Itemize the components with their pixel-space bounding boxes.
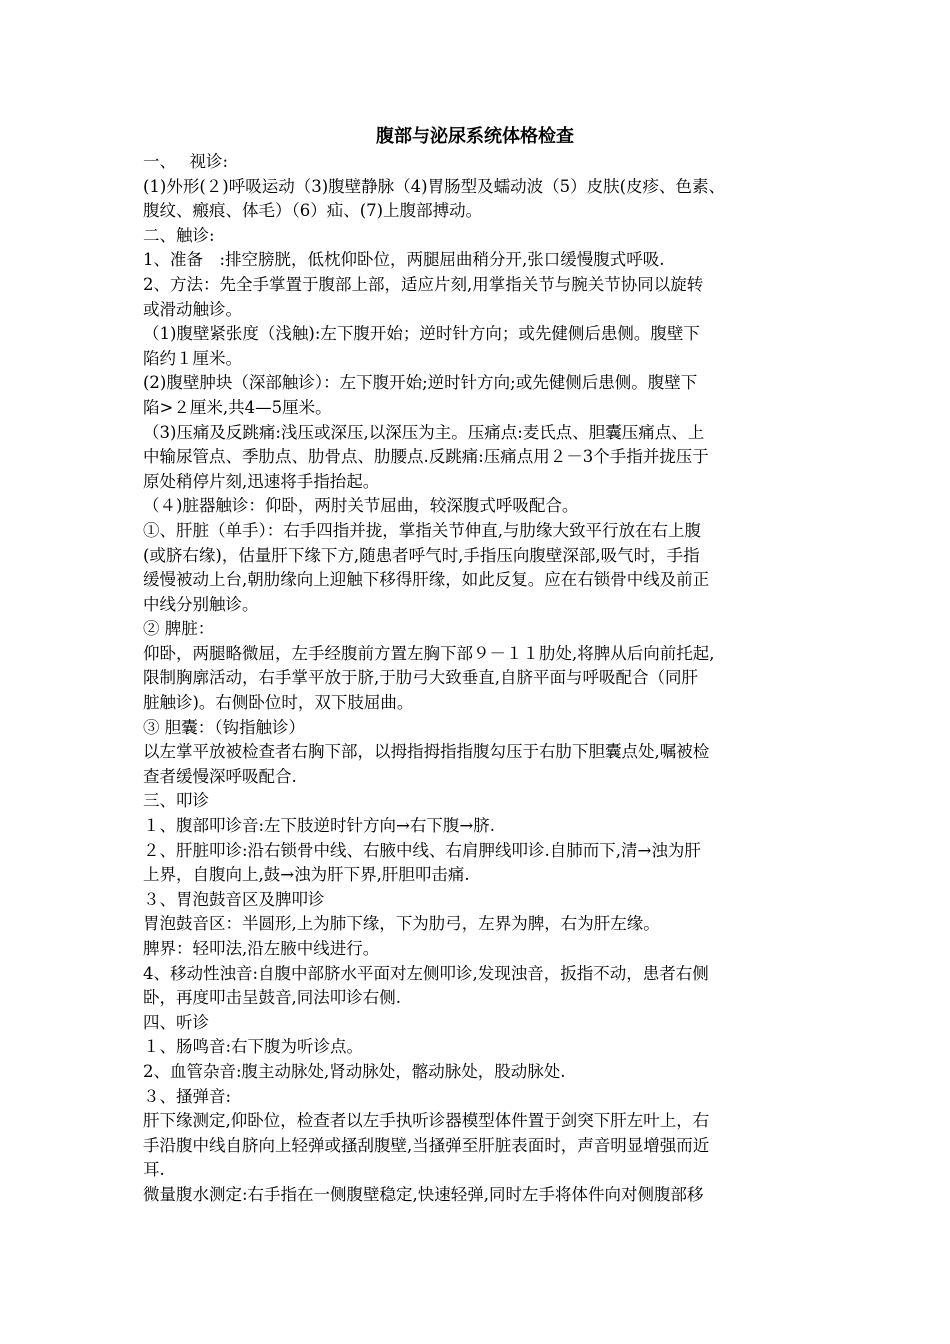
text-line: （４)脏器触诊：仰卧，两肘关节屈曲，较深腹式呼吸配合。 [143, 496, 579, 516]
text-line: 陷>２厘米,共4—5厘米。 [143, 397, 332, 417]
text-line: 中线分别触诊。 [143, 594, 259, 614]
text-line: 脏触诊)。右侧卧位时，双下肢屈曲。 [143, 693, 414, 713]
document-body [143, 150, 811, 1208]
text-line: 四、听诊 [143, 1012, 209, 1032]
text-line: （1)腹壁紧张度（浅触):左下腹开始；逆时针方向；或先健侧后患侧。腹壁下 [143, 324, 700, 344]
text-line: 一、 视诊: [143, 152, 229, 171]
text-line: 1、准备 :排空膀胱，低枕仰卧位，两腿屈曲稍分开,张口缓慢腹式呼吸. [143, 250, 665, 270]
text-line: 腹纹、瘢痕、体毛）（6）疝、(7)上腹部搏动。 [143, 201, 483, 221]
text-line: (或脐右缘)，估量肝下缘下方,随患者呼气时,手指压向腹壁深部,吸气时，手指 [143, 545, 700, 565]
text-line: １、腹部叩诊音:左下肢逆时针方向→右下腹→脐. [143, 816, 495, 836]
text-line: 原处稍停片刻,迅速将手指抬起。 [143, 471, 380, 491]
text-line: 限制胸廓活动，右手掌平放于脐,于肋弓大致垂直,自脐平面与呼吸配合（同肝 [143, 668, 698, 688]
document-title: 腹部与泌尿系统体格检查 [376, 126, 574, 147]
text-line: (2)腹壁肿块（深部触诊）：左下腹开始;逆时针方向;或先健侧后患侧。腹壁下 [143, 373, 698, 393]
text-line: 2、血管杂音:腹主动脉处,肾动脉处，髂动脉处，股动脉处. [143, 1061, 566, 1081]
text-line: （3)压痛及反跳痛:浅压或深压,以深压为主。压痛点:麦氏点、胆囊压痛点、上 [143, 422, 705, 442]
text-line: 三、叩诊 [143, 791, 209, 811]
text-line: 手沿腹中线自脐向上轻弹或搔刮腹壁,当搔弹至肝脏表面时，声音明显增强而近 [143, 1135, 710, 1155]
text-line: 上界，自腹向上,鼓→浊为肝下界,肝胆叩击痛. [143, 865, 470, 885]
text-line: ３、胃泡鼓音区及脾叩诊 [143, 889, 325, 909]
text-line: ２、肝脏叩诊:沿右锁骨中线、右腋中线、右肩胛线叩诊.自肺而下,清→浊为肝 [143, 840, 701, 860]
text-line: ③ 胆囊：（钩指触诊） [143, 717, 305, 737]
text-line: 二、触诊: [143, 225, 215, 245]
text-line: 仰卧，两腿略微屈，左手经腹前方置左胸下部９－１１肋处,将脾从后向前托起, [143, 643, 715, 663]
text-line: 或滑动触诊。 [143, 299, 242, 319]
text-line: 脾界：轻叩法,沿左腋中线进行。 [143, 939, 380, 958]
text-line: 查者缓慢深呼吸配合. [143, 766, 297, 786]
text-line: ①、肝脏（单手）：右手四指并拢，掌指关节伸直,与肋缘大致平行放在右上腹 [143, 520, 701, 540]
text-line: 肝下缘测定,仰卧位，检查者以左手执听诊器模型体件置于剑突下肝左叶上，右 [143, 1111, 710, 1131]
text-line: 耳. [143, 1160, 165, 1180]
text-line: 缓慢被动上台,朝肋缘向上迎触下移得肝缘，如此反复。应在右锁骨中线及前正 [143, 570, 710, 590]
text-line: 2、方法：先全手掌置于腹部上部，适应片刻,用掌指关节与腕关节协同以旋转 [143, 274, 704, 294]
text-line: 中输尿管点、季肋点、肋骨点、肋腰点.反跳痛:压痛点用２－3个手指并拢压于 [143, 447, 709, 467]
text-line: 以左掌平放被检查者右胸下部，以拇指拇指指腹勾压于右肋下胆囊点处,嘱被检 [143, 742, 710, 762]
text-line: １、肠鸣音:右下腹为听诊点。 [143, 1037, 364, 1057]
text-line: ② 脾脏： [143, 619, 215, 639]
text-line: 卧，再度叩击呈鼓音,同法叩诊右侧. [143, 988, 401, 1008]
text-line: 4、移动性浊音:自腹中部脐水平面对左侧叩诊,发现浊音，扳指不动，患者右侧 [143, 963, 709, 983]
text-line: 陷约１厘米。 [143, 348, 242, 368]
text-line: ３、搔弹音: [143, 1086, 232, 1106]
text-line: 微量腹水测定:右手指在一侧腹壁稳定,快速轻弹,同时左手将体件向对侧腹部移 [143, 1184, 704, 1204]
text-line: (1)外形(２)呼吸运动（3)腹壁静脉（4)胃肠型及蠕动波（5）皮肤(皮疹、色素、 [143, 176, 726, 196]
text-line: 胃泡鼓音区：半圆形,上为肺下缘，下为肋弓，左界为脾，右为肝左缘。 [143, 914, 660, 934]
